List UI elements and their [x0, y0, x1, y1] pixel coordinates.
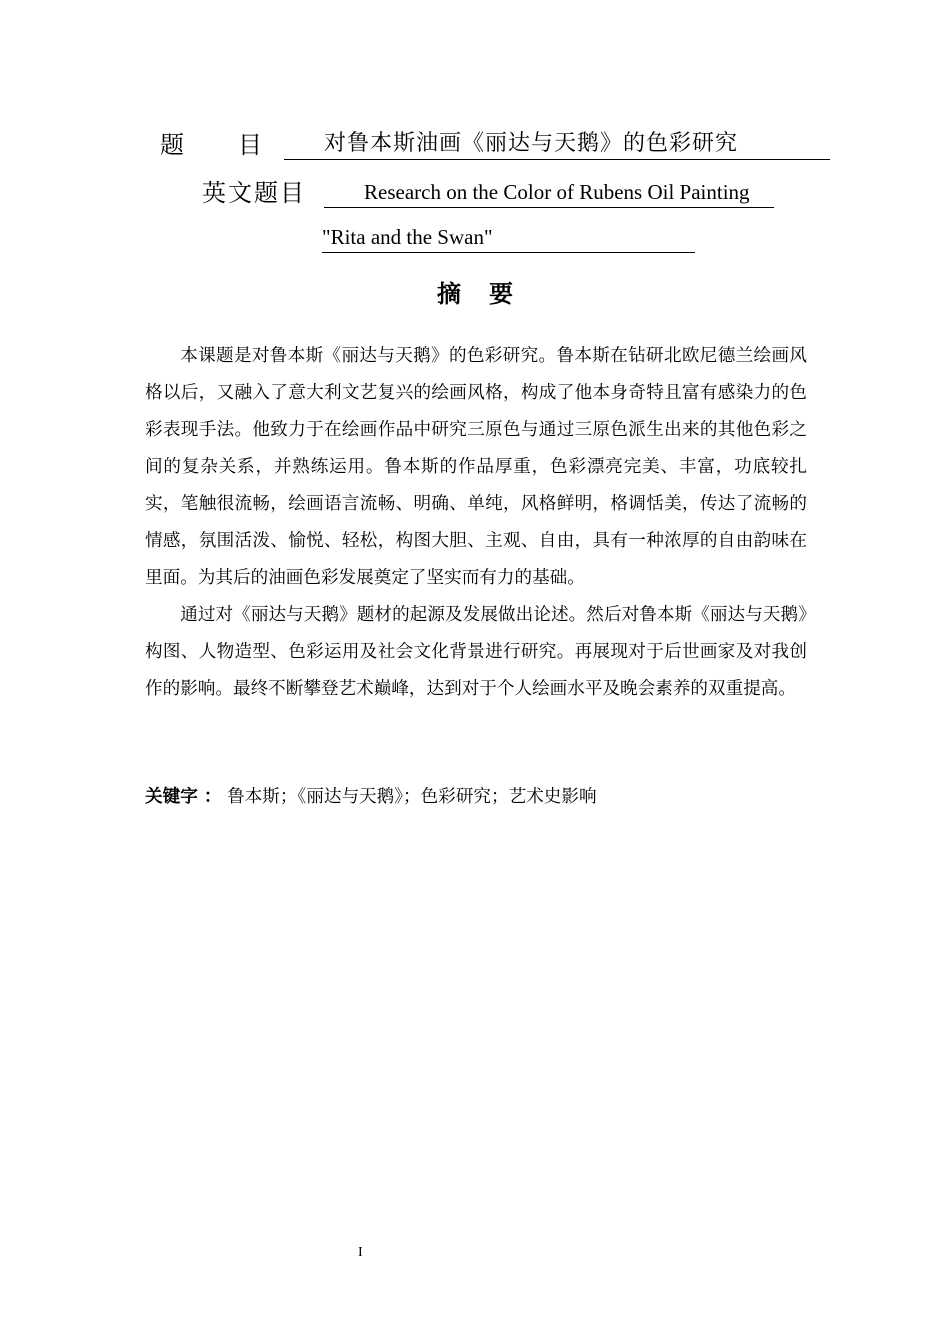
english-title-line1: Research on the Color of Rubens Oil Painting [324, 177, 774, 208]
abstract-body [145, 338, 807, 708]
title-label: 题 目 [160, 131, 264, 159]
english-title-row [202, 172, 802, 208]
english-title-line2: "Rita and the Swan" [322, 222, 695, 253]
english-title-label: 英文题目 [202, 179, 306, 207]
chinese-title-row [160, 124, 830, 160]
abstract-heading: 摘要 [437, 280, 541, 308]
keywords-text: 鲁本斯；《丽达与天鹅》；色彩研究；艺术史影响 [227, 787, 597, 807]
chinese-title: 对鲁本斯油画《丽达与天鹅》的色彩研究 [284, 129, 830, 160]
keywords-line [145, 782, 807, 812]
abstract-paragraph-2: 通过对《丽达与天鹅》题材的起源及发展做出论述。然后对鲁本斯《丽达与天鹅》构图、人物造型、色彩运用及社会文化背景进行研究。再展现对于后世画家及对我创作的影响。最终不断攀登艺术巅峰，达到对于个人绘画水平及晚会素养的双重提高。 [145, 605, 807, 699]
abstract-paragraph-1: 本课题是对鲁本斯《丽达与天鹅》的色彩研究。鲁本斯在钻研北欧尼德兰绘画风格以后，又融入了意大利文艺复兴的绘画风格，构成了他本身奇特且富有感染力的色彩表现手法。他致力于在绘画作品中研究三原色与通过三原色派生出来的其他色彩之间的复杂关系，并熟练运用。鲁本斯的作品厚重，色彩漂亮完美、丰富，功底较扎实，笔触很流畅，绘画语言流畅、明确、单纯，风格鲜明，格调恬美，传达了流畅的情感，氛围活泼、愉悦、轻松，构图大胆、主观、自由，具有一种浓厚的自由韵味在里面。为其后的油画色彩发展奠定了坚实而有力的基础。 [145, 346, 807, 588]
page-number: I [358, 1245, 363, 1260]
keywords-label: 关键字 ： [145, 787, 222, 807]
